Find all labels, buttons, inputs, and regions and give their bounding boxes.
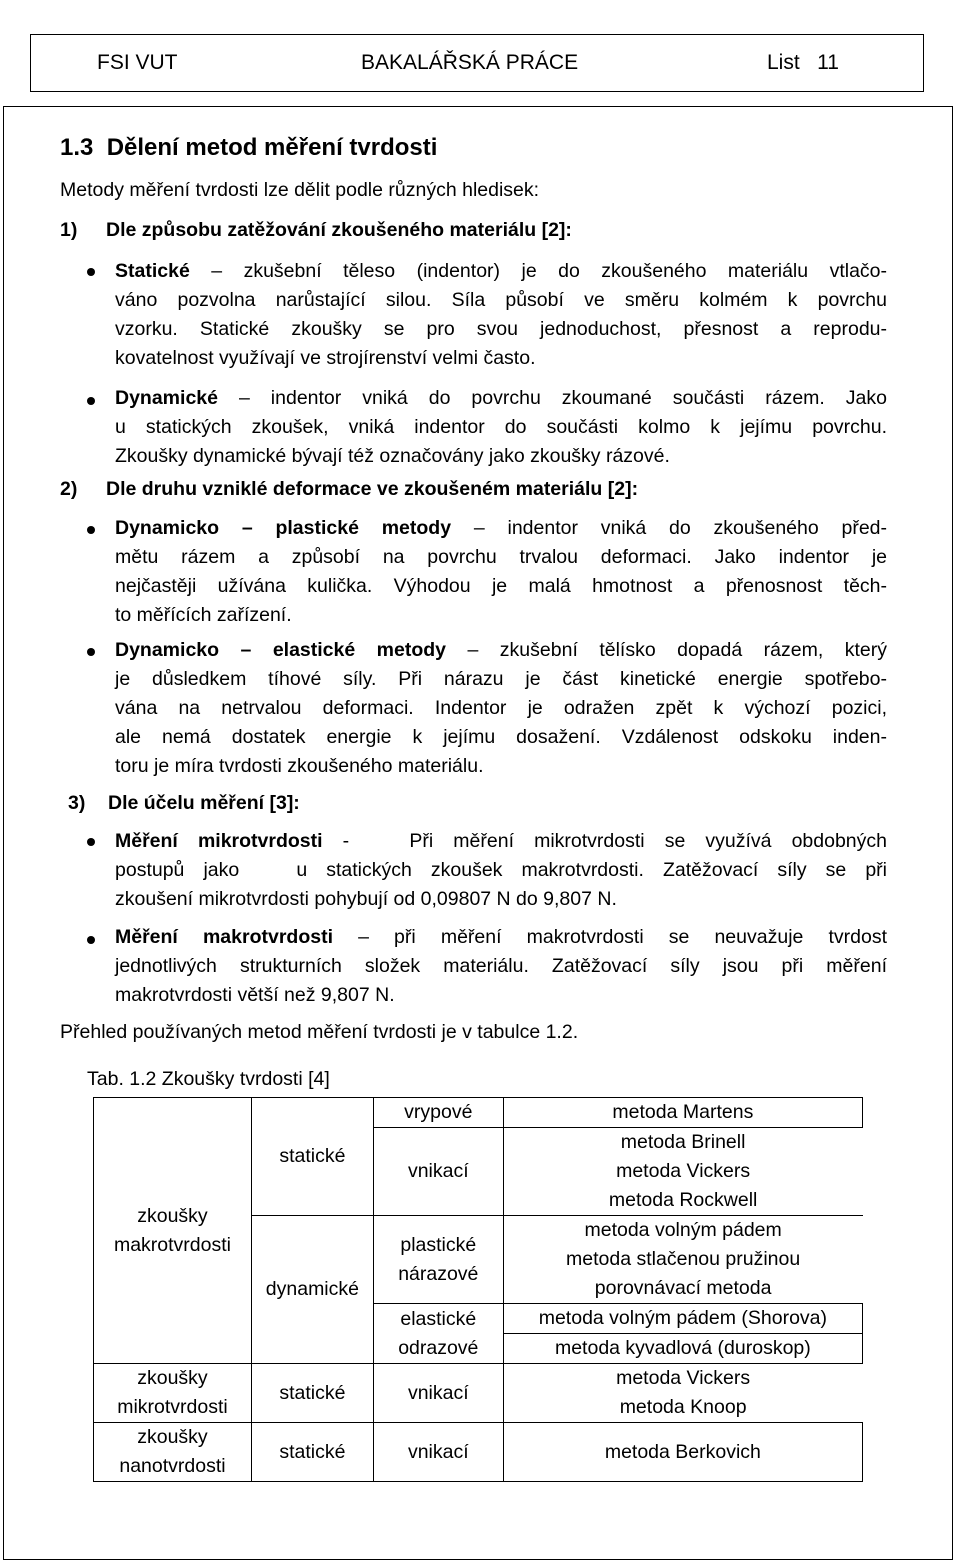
text: zkoušky mikrotvrdosti <box>117 1367 228 1418</box>
text: makrotvrdosti větší než 9,807 N. <box>115 984 395 1006</box>
group3-title: Dle účelu měření [3]: <box>108 792 300 814</box>
bullet-icon <box>87 268 95 276</box>
cell-method: metoda kyvadlová (duroskop) <box>503 1334 862 1364</box>
text: jednotlivých strukturních složek materiálu. Zatěžovací síly jsou při měření <box>115 955 887 977</box>
group2-title: Dle druhu vzniklé deformace ve zkoušeném materiálu [2]: <box>106 478 639 500</box>
table-caption: Tab. 1.2 Zkoušky tvrdosti [4] <box>87 1068 330 1090</box>
group3-number: 3) <box>68 792 86 814</box>
text: - Při měření mikrotvrdosti se využívá obdobných <box>342 830 887 852</box>
cell-dynamic: dynamické <box>251 1216 373 1364</box>
text: plastické nárazové <box>398 1233 479 1285</box>
section-title: 1.3 Dělení metod měření tvrdosti <box>60 134 438 161</box>
cell-method: metoda volným pádem <box>584 1219 782 1241</box>
cell-method: metoda Brinell <box>620 1131 746 1153</box>
group2-number: 2) <box>60 478 78 500</box>
cell-method: metoda Knoop <box>503 1393 862 1423</box>
cell-method: metoda Rockwell <box>503 1186 862 1216</box>
bullet-icon <box>87 397 95 405</box>
text: – indentor vniká do povrchu zkoumané součásti rázem. Jako <box>238 387 887 409</box>
header-institution: FSI VUT <box>97 51 178 74</box>
text: váno pozvolna narůstající silou. Síla působí ve směru kolmém k povrchu <box>115 289 887 311</box>
cell-scratch: vrypové <box>373 1098 503 1128</box>
text: Zkoušky dynamické bývají též označovány jako zkoušky rázové. <box>115 445 670 467</box>
cell-method: metoda Berkovich <box>503 1423 862 1482</box>
text: ale nemá dostatek energie k jejímu dosažení. Vzdálenost odskoku inden- <box>115 726 887 748</box>
text: zkoušení mikrotvrdosti pohybují od 0,09807 N do 9,807 N. <box>115 888 617 910</box>
cell-method: porovnávací metoda <box>503 1274 862 1304</box>
text: vzorku. Statické zkoušky se pro svou jednoduchost, přesnost a reprodu- <box>115 318 887 340</box>
cell-macro <box>94 1098 252 1364</box>
text: – zkušební tělísko dopadá rázem, který <box>467 639 887 661</box>
cell-static: statické <box>251 1423 373 1482</box>
cell-method: metoda stlačenou pružinou <box>566 1248 801 1270</box>
cell-indentation: vnikací <box>373 1364 503 1423</box>
text: zkoušky makrotvrdosti <box>113 1204 231 1256</box>
term: Dynamicko – plastické metody <box>115 517 452 539</box>
text: toru je míra tvrdosti zkoušeného materiálu. <box>115 755 484 777</box>
header-title: BAKALÁŘSKÁ PRÁCE <box>361 51 579 74</box>
bullet-icon <box>87 526 95 534</box>
text: nejčastěji užívána kulička. Výhodou je malá hmotnost a přenosnost těch- <box>115 575 887 597</box>
cell-static: statické <box>251 1364 373 1423</box>
cell-method: metoda Vickers <box>616 1160 751 1182</box>
text: vána na netrvalou deformaci. Indentor je odražen zpět k výchozí pozici, <box>115 697 887 719</box>
header-page-number: List 11 <box>767 51 839 74</box>
term: Dynamické <box>115 387 218 409</box>
group3-micro-paragraph <box>115 827 887 914</box>
cell-method: metoda Martens <box>503 1098 862 1128</box>
text: to měřících zařízení. <box>115 604 292 626</box>
cell-method: metoda volným pádem (Shorova) <box>503 1304 862 1334</box>
bullet-icon <box>87 648 95 656</box>
cell-indentation: vnikací <box>373 1128 503 1216</box>
text: – indentor vniká do zkoušeného před- <box>473 517 888 539</box>
text: – zkušební těleso (indentor) je do zkoušeného materiálu vtlačo- <box>211 260 888 282</box>
term: Měření mikrotvrdosti <box>115 830 323 852</box>
cell-indentation: vnikací <box>373 1423 503 1482</box>
text: mětu rázem a způsobí na povrchu trvalou deformaci. Jako indentor je <box>115 546 887 568</box>
cell-micro <box>94 1364 252 1423</box>
text: kovatelnost využívají ve strojírenství velmi často. <box>115 347 536 369</box>
group1-title: Dle způsobu zatěžování zkoušeného materiálu [2]: <box>106 219 572 241</box>
group3-macro-paragraph <box>115 923 887 1010</box>
term: Dynamicko – elastické metody <box>115 639 447 661</box>
section-intro: Metody měření tvrdosti lze dělit podle různých hledisek: <box>60 179 540 201</box>
table-reference: Přehled používaných metod měření tvrdosti je v tabulce 1.2. <box>60 1021 579 1043</box>
term: Statické <box>115 260 190 282</box>
bullet-icon <box>87 936 95 944</box>
group1-static-paragraph <box>115 257 887 373</box>
cell-nano <box>94 1423 252 1482</box>
text: je důsledkem tíhové síly. Při nárazu je část kinetické energie spotřebo- <box>115 668 887 690</box>
group1-number: 1) <box>60 219 78 241</box>
cell-elastic <box>373 1304 503 1364</box>
text: – při měření makrotvrdosti se neuvažuje tvrdost <box>358 926 887 948</box>
page-header <box>30 34 924 92</box>
bullet-icon <box>87 838 95 846</box>
text: postupů jako u statických zkoušek makrotvrdosti. Zatěžovací síly se při <box>115 859 887 881</box>
text: zkoušky nanotvrdosti <box>119 1426 226 1477</box>
cell-method: metoda Vickers <box>616 1367 751 1389</box>
cell-static: statické <box>251 1098 373 1216</box>
text: elastické odrazové <box>398 1307 479 1359</box>
group2-elastic-paragraph <box>115 636 887 781</box>
term: Měření makrotvrdosti <box>115 926 333 948</box>
cell-plastic <box>373 1216 503 1304</box>
group2-plastic-paragraph <box>115 514 887 630</box>
text: u statických zkoušek, vniká indentor do součásti kolmo k jejímu povrchu. <box>115 416 887 438</box>
group1-dynamic-paragraph <box>115 384 887 471</box>
hardness-tests-table <box>93 1097 863 1482</box>
